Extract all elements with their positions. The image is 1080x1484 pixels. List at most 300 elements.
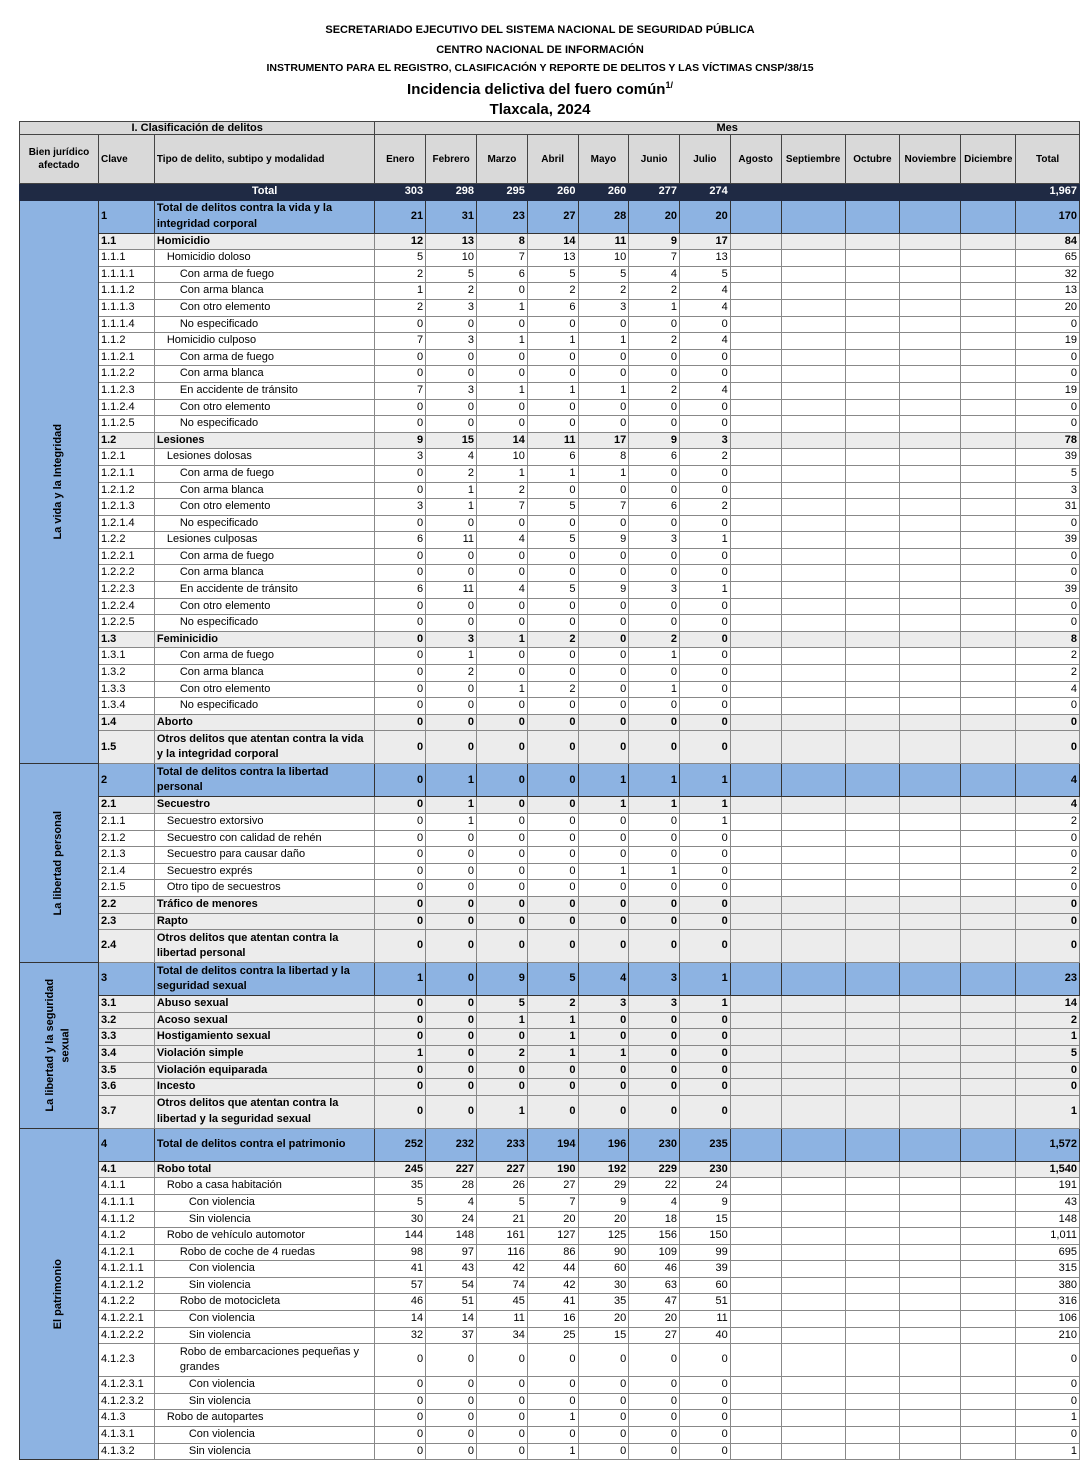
month-value-cell: 0 [426,880,477,897]
month-value-cell: 3 [426,333,477,350]
month-value-cell: 0 [426,316,477,333]
bien-juridico-label: La libertad personal [52,811,65,916]
month-value-cell [845,880,900,897]
month-value-cell [961,532,1016,549]
month-value-cell [730,465,781,482]
table-row [20,465,1080,482]
month-value-cell: 0 [629,731,680,764]
month-value-cell: 0 [375,598,426,615]
month-value-cell: 148 [426,1228,477,1245]
month-value-cell [900,930,961,963]
row-total-cell: 106 [1016,1311,1080,1328]
bien-juridico-cell [20,764,99,963]
month-value-cell [961,465,1016,482]
table-row [20,1178,1080,1195]
month-value-cell: 0 [477,913,528,930]
month-value-cell [961,996,1016,1013]
month-value-cell [781,1344,845,1377]
month-value-cell [845,814,900,831]
month-value-cell [961,847,1016,864]
month-value-cell [900,1045,961,1062]
month-value-cell [845,1128,900,1161]
month-value-cell: 0 [375,797,426,814]
month-value-cell [961,1261,1016,1278]
month-value-cell: 0 [527,416,578,433]
table-row [20,1062,1080,1079]
month-value-cell: 0 [477,349,528,366]
month-value-cell: 0 [629,482,680,499]
col-header-clave: Clave [98,135,154,184]
header-line-3: INSTRUMENTO PARA EL REGISTRO, CLASIFICACIÓN Y REPORTE DE DELITOS Y LAS VÍCTIMAS CNSP/38/15 [266,62,814,74]
month-value-cell: 0 [527,913,578,930]
table-row [20,548,1080,565]
month-value-cell [781,896,845,913]
clave-cell: 1.3.4 [98,698,154,715]
month-value-cell [845,681,900,698]
month-value-cell [900,299,961,316]
month-value-cell [781,1194,845,1211]
row-total-cell: 148 [1016,1211,1080,1228]
month-value-cell [900,797,961,814]
table-row [20,200,1080,233]
month-value-cell: 47 [629,1294,680,1311]
month-value-cell [845,1029,900,1046]
month-value-cell: 0 [629,1393,680,1410]
total-row-value [730,184,781,201]
row-total-cell: 0 [1016,731,1080,764]
month-value-cell [961,764,1016,797]
row-total-cell: 695 [1016,1244,1080,1261]
month-value-cell: 0 [680,1095,731,1128]
tipo-delito-cell: Con violencia [154,1261,375,1278]
month-value-cell [845,665,900,682]
month-value-cell [900,1211,961,1228]
month-value-cell: 229 [629,1161,680,1178]
month-value-cell [845,714,900,731]
clave-cell: 4.1.2.2.2 [98,1327,154,1344]
month-value-cell: 0 [477,880,528,897]
month-value-cell [781,631,845,648]
month-value-cell: 0 [375,847,426,864]
month-value-cell [845,283,900,300]
table-row [20,648,1080,665]
month-value-cell [781,1012,845,1029]
month-value-cell: 194 [527,1128,578,1161]
month-value-cell [730,1277,781,1294]
clave-cell: 1.2.1 [98,449,154,466]
month-value-cell [900,714,961,731]
total-row-value: 274 [680,184,731,201]
month-value-cell: 90 [578,1244,629,1261]
month-value-cell [730,1244,781,1261]
month-value-cell [900,1244,961,1261]
month-value-cell: 0 [680,565,731,582]
month-value-cell [730,714,781,731]
month-value-cell: 0 [629,880,680,897]
month-value-cell: 3 [426,382,477,399]
month-value-cell [730,399,781,416]
month-value-cell [961,1062,1016,1079]
month-value-cell: 1 [578,382,629,399]
month-value-cell: 1 [375,283,426,300]
month-value-cell: 1 [426,482,477,499]
tipo-delito-cell: Con arma blanca [154,665,375,682]
month-value-cell: 9 [629,432,680,449]
month-value-cell [900,449,961,466]
row-total-cell: 0 [1016,598,1080,615]
month-value-cell: 2 [680,449,731,466]
month-value-cell: 0 [578,698,629,715]
row-total-cell: 39 [1016,532,1080,549]
month-value-cell: 0 [629,1410,680,1427]
month-value-cell [900,1012,961,1029]
month-value-cell [781,250,845,267]
month-value-cell [900,482,961,499]
month-value-cell: 190 [527,1161,578,1178]
month-value-cell [900,515,961,532]
month-value-cell [845,515,900,532]
month-value-cell [961,896,1016,913]
month-value-cell: 0 [426,930,477,963]
month-value-cell: 1 [477,299,528,316]
month-value-cell: 1 [629,648,680,665]
month-value-cell: 1 [527,465,578,482]
tipo-delito-cell: No especificado [154,515,375,532]
month-value-cell [961,299,1016,316]
tipo-delito-cell: Acoso sexual [154,1012,375,1029]
month-value-cell [900,565,961,582]
clave-cell: 1.2.2.4 [98,598,154,615]
month-value-cell [900,333,961,350]
table-row [20,996,1080,1013]
month-value-cell [781,1062,845,1079]
clave-cell: 4.1.3 [98,1410,154,1427]
month-value-cell: 0 [680,714,731,731]
month-value-cell: 13 [527,250,578,267]
month-value-cell: 1 [680,797,731,814]
month-value-cell [730,830,781,847]
month-value-cell [845,432,900,449]
tipo-delito-cell: Secuestro exprés [154,863,375,880]
month-value-cell [781,598,845,615]
month-value-cell: 2 [527,631,578,648]
month-value-cell: 0 [629,399,680,416]
tipo-delito-cell: Secuestro [154,797,375,814]
month-value-cell: 1 [527,1045,578,1062]
month-value-cell: 0 [578,930,629,963]
month-value-cell: 4 [680,333,731,350]
row-total-cell: 84 [1016,233,1080,250]
tipo-delito-cell: Con violencia [154,1194,375,1211]
month-value-cell: 0 [680,598,731,615]
month-value-cell [961,1410,1016,1427]
month-value-cell: 1 [578,1045,629,1062]
month-value-cell: 0 [629,830,680,847]
table-row [20,565,1080,582]
month-value-cell [730,233,781,250]
month-value-cell [961,714,1016,731]
month-value-cell: 1 [680,996,731,1013]
month-value-cell [781,465,845,482]
month-value-cell: 0 [629,814,680,831]
tipo-delito-cell: Robo de autopartes [154,1410,375,1427]
month-value-cell [900,615,961,632]
month-value-cell [900,499,961,516]
month-value-cell: 0 [629,548,680,565]
month-value-cell [730,449,781,466]
row-total-cell: 2 [1016,863,1080,880]
row-total-cell: 39 [1016,449,1080,466]
month-value-cell: 1 [629,863,680,880]
table-row [20,382,1080,399]
month-value-cell: 10 [477,449,528,466]
month-value-cell: 2 [629,283,680,300]
clave-cell: 1.4 [98,714,154,731]
clave-cell: 1.1.1.1 [98,266,154,283]
tipo-delito-cell: Otros delitos que atentan contra la libertad y la seguridad sexual [154,1095,375,1128]
month-value-cell: 4 [477,582,528,599]
month-value-cell [781,1393,845,1410]
clave-cell: 1.1.2.4 [98,399,154,416]
tipo-delito-cell: Incesto [154,1079,375,1096]
month-value-cell: 1 [527,1443,578,1460]
month-value-cell: 41 [527,1294,578,1311]
month-value-cell: 14 [426,1311,477,1328]
month-value-cell [730,764,781,797]
table-row [20,1012,1080,1029]
month-value-cell [730,1344,781,1377]
month-value-cell: 0 [527,797,578,814]
month-value-cell: 1 [375,963,426,996]
month-value-cell [961,930,1016,963]
month-value-cell: 10 [426,250,477,267]
tipo-delito-cell: Con arma blanca [154,366,375,383]
tipo-delito-cell: Con otro elemento [154,598,375,615]
month-value-cell: 235 [680,1128,731,1161]
month-value-cell [900,1194,961,1211]
table-row [20,698,1080,715]
month-value-cell: 4 [477,532,528,549]
month-value-cell: 2 [375,299,426,316]
clave-cell: 2.1.1 [98,814,154,831]
month-value-cell [845,299,900,316]
month-value-cell [900,731,961,764]
month-value-cell: 1 [477,1095,528,1128]
month-value-cell: 0 [426,1095,477,1128]
month-value-cell [845,1062,900,1079]
month-value-cell [961,499,1016,516]
month-value-cell: 27 [527,200,578,233]
month-value-cell: 20 [680,200,731,233]
month-value-cell: 0 [477,416,528,433]
month-value-cell: 0 [426,1443,477,1460]
table-row [20,1344,1080,1377]
month-value-cell [961,1161,1016,1178]
month-value-cell [845,1377,900,1394]
month-value-cell: 6 [629,449,680,466]
month-value-cell: 0 [426,565,477,582]
table-row [20,1443,1080,1460]
month-value-cell [961,250,1016,267]
month-value-cell [900,416,961,433]
month-value-cell: 0 [578,1377,629,1394]
month-value-cell: 14 [375,1311,426,1328]
bien-juridico-label: La vida y la Integridad [52,424,65,540]
clave-cell: 1.2.1.2 [98,482,154,499]
col-header-month: Diciembre [961,135,1016,184]
table-row [20,1377,1080,1394]
month-value-cell [781,499,845,516]
month-value-cell [781,1427,845,1444]
month-value-cell: 20 [629,1311,680,1328]
month-value-cell [961,731,1016,764]
month-value-cell: 46 [629,1261,680,1278]
tipo-delito-cell: Hostigamiento sexual [154,1029,375,1046]
month-value-cell: 125 [578,1228,629,1245]
month-value-cell: 0 [527,896,578,913]
month-value-cell [900,830,961,847]
table-row [20,316,1080,333]
month-value-cell [781,582,845,599]
table-row [20,1228,1080,1245]
clave-cell: 4.1 [98,1161,154,1178]
month-value-cell [730,963,781,996]
month-value-cell: 13 [426,233,477,250]
month-value-cell: 0 [477,615,528,632]
month-value-cell [730,283,781,300]
row-total-cell: 14 [1016,996,1080,1013]
table-row [20,863,1080,880]
month-value-cell [961,399,1016,416]
col-header-month: Febrero [426,135,477,184]
month-value-cell [900,399,961,416]
month-value-cell: 0 [375,615,426,632]
table-row [20,449,1080,466]
row-total-cell: 32 [1016,266,1080,283]
month-value-cell: 27 [527,1178,578,1195]
month-value-cell [845,532,900,549]
tipo-delito-cell: Robo total [154,1161,375,1178]
month-value-cell [781,1095,845,1128]
month-value-cell [730,847,781,864]
month-value-cell [845,316,900,333]
clave-cell: 4.1.1 [98,1178,154,1195]
total-row-label: Total [154,184,375,201]
month-value-cell: 60 [680,1277,731,1294]
tipo-delito-cell: En accidente de tránsito [154,382,375,399]
table-row [20,1211,1080,1228]
month-value-cell [781,930,845,963]
month-value-cell: 2 [527,681,578,698]
month-value-cell [900,1277,961,1294]
month-value-cell: 0 [578,896,629,913]
month-value-cell: 51 [426,1294,477,1311]
tipo-delito-cell: Total de delitos contra la libertad y la seguridad sexual [154,963,375,996]
month-value-cell: 0 [680,847,731,864]
month-value-cell: 20 [527,1211,578,1228]
month-value-cell: 6 [375,532,426,549]
table-row [20,1393,1080,1410]
month-value-cell [845,1244,900,1261]
month-value-cell [730,1012,781,1029]
month-value-cell [781,382,845,399]
month-value-cell: 0 [578,515,629,532]
month-value-cell: 0 [629,598,680,615]
row-total-cell: 3 [1016,482,1080,499]
tipo-delito-cell: Rapto [154,913,375,930]
month-value-cell [730,1410,781,1427]
month-value-cell: 7 [578,499,629,516]
table-row [20,681,1080,698]
month-value-cell: 15 [426,432,477,449]
month-value-cell [845,963,900,996]
row-total-cell: 2 [1016,665,1080,682]
tipo-delito-cell: Con arma blanca [154,482,375,499]
month-value-cell [730,1128,781,1161]
month-value-cell [845,416,900,433]
row-total-cell: 0 [1016,698,1080,715]
month-value-cell: 0 [375,863,426,880]
month-value-cell: 5 [527,582,578,599]
month-value-cell [730,1079,781,1096]
month-value-cell: 6 [477,266,528,283]
month-value-cell: 1 [578,863,629,880]
row-total-cell: 315 [1016,1261,1080,1278]
table-row [20,665,1080,682]
month-value-cell: 0 [375,681,426,698]
month-value-cell [730,1211,781,1228]
month-value-cell: 0 [578,814,629,831]
month-value-cell [845,333,900,350]
row-total-cell: 0 [1016,847,1080,864]
month-value-cell [961,814,1016,831]
month-value-cell: 0 [426,681,477,698]
clave-cell: 3.2 [98,1012,154,1029]
month-value-cell: 0 [426,698,477,715]
month-value-cell: 0 [375,366,426,383]
month-value-cell: 0 [527,880,578,897]
month-value-cell: 0 [426,963,477,996]
tipo-delito-cell: Homicidio culposo [154,333,375,350]
month-value-cell: 32 [375,1327,426,1344]
month-value-cell [730,681,781,698]
incidence-table [19,121,1080,1460]
month-value-cell [730,333,781,350]
month-value-cell: 0 [375,349,426,366]
table-row [20,797,1080,814]
col-header-month: Junio [629,135,680,184]
month-value-cell: 0 [629,1443,680,1460]
clave-cell: 1.2.2.2 [98,565,154,582]
month-value-cell: 1 [578,797,629,814]
month-value-cell [900,863,961,880]
month-value-cell [845,1261,900,1278]
clave-cell: 1.1.2.5 [98,416,154,433]
month-value-cell: 0 [527,698,578,715]
month-value-cell: 0 [578,366,629,383]
month-value-cell: 0 [375,814,426,831]
month-value-cell: 0 [375,482,426,499]
table-row [20,1095,1080,1128]
row-total-cell: 0 [1016,316,1080,333]
month-value-cell: 0 [578,349,629,366]
month-value-cell: 41 [375,1261,426,1278]
month-value-cell: 0 [578,681,629,698]
clave-cell: 1.1 [98,233,154,250]
month-value-cell: 2 [629,631,680,648]
month-value-cell [900,1427,961,1444]
month-value-cell [781,532,845,549]
